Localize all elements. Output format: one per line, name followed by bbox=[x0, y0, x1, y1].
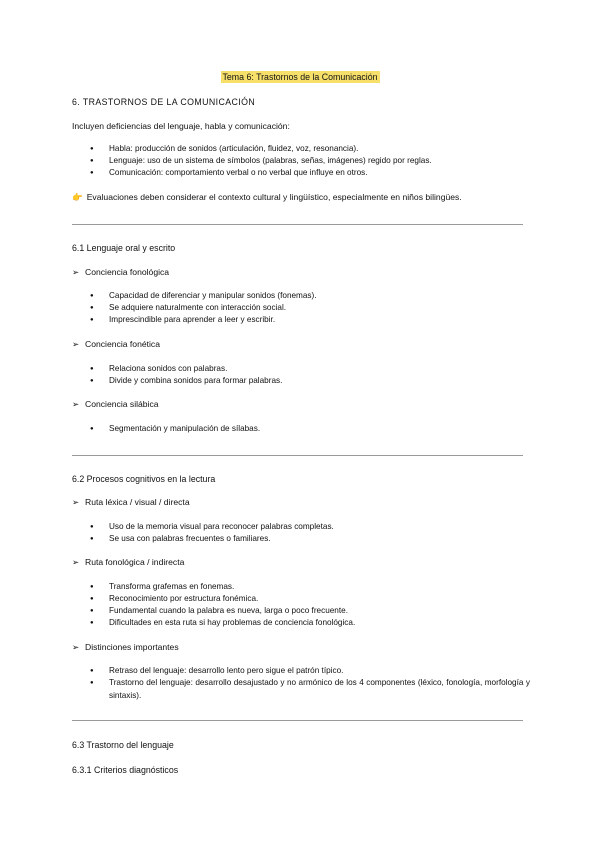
divider bbox=[72, 720, 523, 721]
list-ruta-fonologica bbox=[90, 581, 530, 629]
subheading-label: Distinciones importantes bbox=[85, 642, 179, 652]
heading-6-1: 6.1 Lenguaje oral y escrito bbox=[72, 243, 176, 253]
subheading-label: Conciencia fonética bbox=[85, 339, 161, 349]
list-item: ● Retraso del lenguaje: desarrollo lento pero sigue el patrón típico. bbox=[90, 665, 530, 677]
note-text: Evaluaciones deben considerar el contexto cultural y lingüístico, especialmente en niños bilingües. bbox=[86, 192, 462, 202]
arrow-icon: ➢ bbox=[72, 339, 80, 349]
arrow-icon: ➢ bbox=[72, 497, 80, 507]
subheading-label: Conciencia fonológica bbox=[85, 267, 170, 277]
list-item: ● Lenguaje: uso de un sistema de símbolos (palabras, señas, imágenes) regido por reglas. bbox=[90, 155, 530, 167]
divider bbox=[72, 224, 523, 225]
list-item: ● Fundamental cuando la palabra es nueva, larga o poco frecuente. bbox=[90, 605, 530, 617]
list-item: ● Reconocimiento por estructura fonémica. bbox=[90, 593, 530, 605]
list-item: ● Habla: producción de sonidos (articulación, fluidez, voz, resonancia). bbox=[90, 143, 530, 155]
subheading-ruta-lexica bbox=[72, 497, 190, 508]
arrow-icon: ➢ bbox=[72, 399, 80, 409]
subheading-conciencia-fonologica bbox=[72, 267, 169, 278]
section-heading: 6. TRASTORNOS DE LA COMUNICACIÓN bbox=[72, 97, 256, 107]
list-item: ● Relaciona sonidos con palabras. bbox=[90, 363, 530, 375]
list-ruta-lexica bbox=[90, 521, 530, 545]
list-item: ● Dificultades en esta ruta si hay problemas de conciencia fonológica. bbox=[90, 617, 530, 629]
title-wrap bbox=[0, 72, 600, 82]
heading-6-3-1: 6.3.1 Criterios diagnósticos bbox=[72, 765, 179, 775]
note-line bbox=[72, 192, 462, 203]
list-item: ● Imprescindible para aprender a leer y escribir. bbox=[90, 314, 530, 326]
arrow-icon: ➢ bbox=[72, 267, 80, 277]
pointing-hand-icon: 👉 bbox=[72, 192, 83, 202]
subheading-label: Ruta fonológica / indirecta bbox=[85, 557, 185, 567]
list-silabica bbox=[90, 423, 530, 435]
list-fonetica bbox=[90, 363, 530, 387]
subheading-conciencia-fonetica bbox=[72, 339, 160, 350]
heading-6-2: 6.2 Procesos cognitivos en la lectura bbox=[72, 474, 216, 484]
arrow-icon: ➢ bbox=[72, 642, 80, 652]
divider bbox=[72, 455, 523, 456]
list-item: ● Se usa con palabras frecuentes o familiares. bbox=[90, 533, 530, 545]
arrow-icon: ➢ bbox=[72, 557, 80, 567]
subheading-label: Conciencia silábica bbox=[85, 399, 159, 409]
subheading-conciencia-silabica bbox=[72, 399, 159, 410]
list-item: ● Transforma grafemas en fonemas. bbox=[90, 581, 530, 593]
list-item: ● Comunicación: comportamiento verbal o no verbal que influye en otros. bbox=[90, 167, 530, 179]
list-item: ● Uso de la memoria visual para reconocer palabras completas. bbox=[90, 521, 530, 533]
list-item: ● Se adquiere naturalmente con interacción social. bbox=[90, 302, 530, 314]
heading-6-3: 6.3 Trastorno del lenguaje bbox=[72, 740, 174, 750]
list-distinciones bbox=[90, 665, 530, 702]
list-fonologica bbox=[90, 290, 530, 326]
subheading-distinciones bbox=[72, 642, 179, 653]
list-item: ● Divide y combina sonidos para formar palabras. bbox=[90, 375, 530, 387]
list-item: ● Capacidad de diferenciar y manipular sonidos (fonemas). bbox=[90, 290, 530, 302]
list-item: ● Trastorno del lenguaje: desarrollo desajustado y no armónico de los 4 componentes (léxico, fonología, morfología y sintaxis). bbox=[90, 677, 530, 702]
document-title: Tema 6: Trastornos de la Comunicación bbox=[222, 72, 378, 82]
list-item: ● Segmentación y manipulación de sílabas. bbox=[90, 423, 530, 435]
subheading-label: Ruta léxica / visual / directa bbox=[85, 497, 190, 507]
intro-list bbox=[90, 143, 530, 179]
subheading-ruta-fonologica bbox=[72, 557, 184, 568]
intro-text: Incluyen deficiencias del lenguaje, habla y comunicación: bbox=[72, 121, 290, 131]
